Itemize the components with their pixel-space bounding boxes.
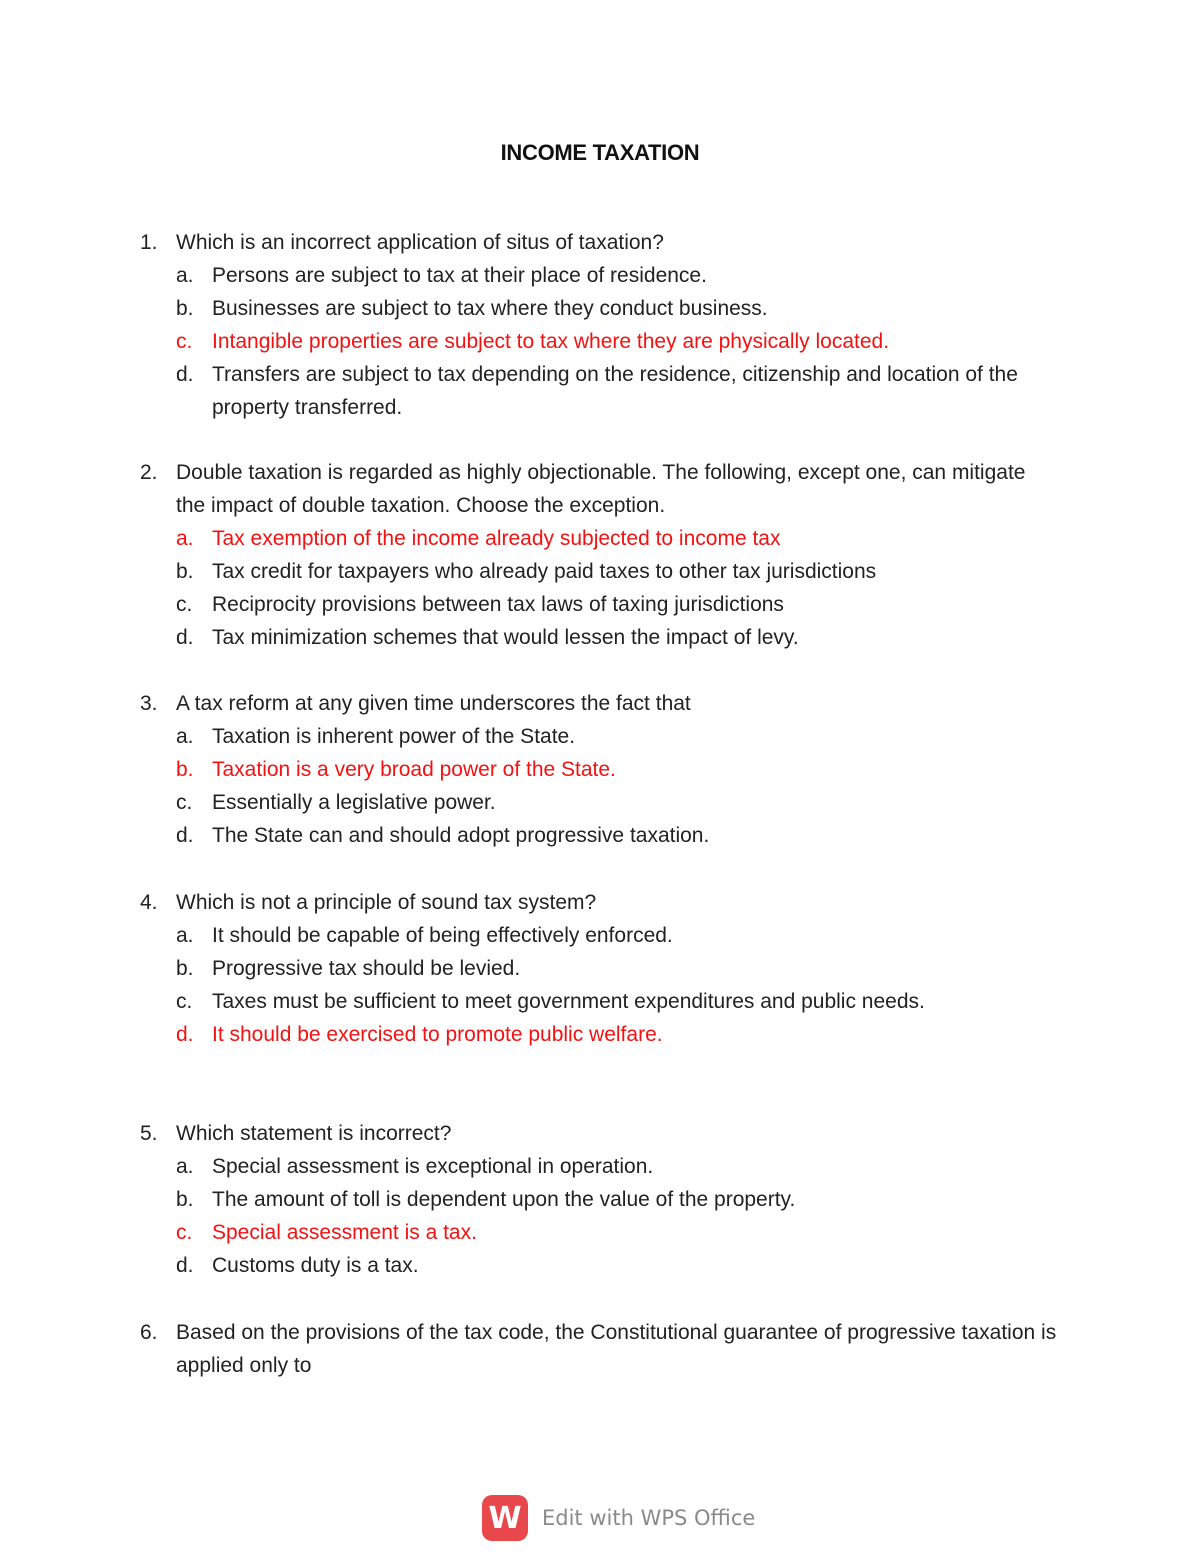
answer-option bbox=[140, 1183, 1060, 1216]
option-list bbox=[140, 1150, 1060, 1282]
wps-office-logo-icon: W bbox=[482, 1495, 528, 1541]
option-text: Persons are subject to tax at their place of residence. bbox=[212, 264, 707, 287]
option-text: Special assessment is exceptional in operation. bbox=[212, 1155, 654, 1178]
question-text bbox=[140, 456, 1060, 522]
option-text: The amount of toll is dependent upon the value of the property. bbox=[212, 1188, 796, 1211]
option-text: Tax credit for taxpayers who already paid taxes to other tax jurisdictions bbox=[212, 560, 877, 583]
answer-option bbox=[140, 720, 1060, 753]
question-1 bbox=[140, 226, 1060, 424]
question-text bbox=[140, 687, 1060, 720]
option-text: Special assessment is a tax. bbox=[212, 1221, 477, 1244]
question-4 bbox=[140, 886, 1060, 1051]
question-text bbox=[140, 1117, 1060, 1150]
option-text: Transfers are subject to tax depending on the residence, citizenship and location of the property transferred. bbox=[212, 363, 1018, 419]
answer-option bbox=[140, 588, 1060, 621]
answer-option bbox=[140, 1150, 1060, 1183]
option-letter: b. bbox=[176, 758, 194, 781]
option-letter: b. bbox=[176, 560, 194, 583]
answer-option bbox=[140, 555, 1060, 588]
option-list bbox=[140, 919, 1060, 1051]
question-number: 2. bbox=[140, 461, 158, 484]
question-6 bbox=[140, 1316, 1060, 1382]
option-letter: d. bbox=[176, 1254, 194, 1277]
answer-option-correct bbox=[140, 1018, 1060, 1051]
option-letter: a. bbox=[176, 527, 194, 550]
option-list bbox=[140, 259, 1060, 424]
option-text: Progressive tax should be levied. bbox=[212, 957, 521, 980]
option-letter: a. bbox=[176, 264, 194, 287]
option-text: Taxation is inherent power of the State. bbox=[212, 725, 576, 748]
answer-option bbox=[140, 985, 1060, 1018]
option-text: Essentially a legislative power. bbox=[212, 791, 496, 814]
option-text: Tax minimization schemes that would lessen the impact of levy. bbox=[212, 626, 799, 649]
answer-option bbox=[140, 952, 1060, 985]
option-letter: b. bbox=[176, 957, 194, 980]
question-2 bbox=[140, 456, 1060, 654]
question-stem: Which is an incorrect application of situs of taxation? bbox=[176, 231, 664, 254]
option-text: Businesses are subject to tax where they conduct business. bbox=[212, 297, 768, 320]
answer-option bbox=[140, 1249, 1060, 1282]
answer-option-correct bbox=[140, 325, 1060, 358]
option-letter: d. bbox=[176, 824, 194, 847]
option-letter: a. bbox=[176, 924, 194, 947]
question-text bbox=[140, 886, 1060, 919]
question-number: 5. bbox=[140, 1122, 158, 1145]
wps-office-label: Edit with WPS Office bbox=[542, 1506, 756, 1530]
answer-option-correct bbox=[140, 753, 1060, 786]
option-letter: c. bbox=[176, 990, 193, 1013]
answer-option-correct bbox=[140, 1216, 1060, 1249]
question-3 bbox=[140, 687, 1060, 852]
answer-option bbox=[140, 819, 1060, 852]
page-title: INCOME TAXATION bbox=[500, 140, 700, 165]
question-stem: A tax reform at any given time underscores the fact that bbox=[176, 692, 691, 715]
option-letter: b. bbox=[176, 1188, 194, 1211]
option-list bbox=[140, 720, 1060, 852]
question-number: 4. bbox=[140, 891, 158, 914]
option-letter: d. bbox=[176, 626, 194, 649]
question-5 bbox=[140, 1117, 1060, 1282]
option-letter: c. bbox=[176, 791, 193, 814]
question-stem: Which statement is incorrect? bbox=[176, 1122, 452, 1145]
question-stem: Double taxation is regarded as highly objectionable. The following, except one, can mitigate the impact of double taxation. Choose the exception. bbox=[176, 461, 1026, 517]
option-letter: b. bbox=[176, 297, 194, 320]
option-text: Taxes must be sufficient to meet government expenditures and public needs. bbox=[212, 990, 925, 1013]
option-list bbox=[140, 522, 1060, 654]
answer-option bbox=[140, 621, 1060, 654]
answer-option bbox=[140, 259, 1060, 292]
option-letter: a. bbox=[176, 725, 194, 748]
question-stem: Based on the provisions of the tax code, the Constitutional guarantee of progressive taxation is applied only to bbox=[176, 1321, 1057, 1377]
question-stem: Which is not a principle of sound tax system? bbox=[176, 891, 597, 914]
answer-option bbox=[140, 919, 1060, 952]
option-letter: d. bbox=[176, 1023, 194, 1046]
answer-option bbox=[140, 358, 1060, 424]
question-text bbox=[140, 226, 1060, 259]
question-number: 6. bbox=[140, 1321, 158, 1344]
question-number: 3. bbox=[140, 692, 158, 715]
option-text: Customs duty is a tax. bbox=[212, 1254, 419, 1277]
option-letter: c. bbox=[176, 593, 193, 616]
option-text: Reciprocity provisions between tax laws of taxing jurisdictions bbox=[212, 593, 784, 616]
answer-option bbox=[140, 786, 1060, 819]
option-letter: a. bbox=[176, 1155, 194, 1178]
option-text: The State can and should adopt progressive taxation. bbox=[212, 824, 710, 847]
question-number: 1. bbox=[140, 231, 158, 254]
option-letter: d. bbox=[176, 363, 194, 386]
option-text: Intangible properties are subject to tax where they are physically located. bbox=[212, 330, 890, 353]
option-text: Taxation is a very broad power of the State. bbox=[212, 758, 616, 781]
answer-option bbox=[140, 292, 1060, 325]
option-text: Tax exemption of the income already subjected to income tax bbox=[212, 527, 781, 550]
option-text: It should be capable of being effectively enforced. bbox=[212, 924, 673, 947]
wps-office-badge[interactable] bbox=[482, 1494, 755, 1542]
answer-option-correct bbox=[140, 522, 1060, 555]
option-text: It should be exercised to promote public welfare. bbox=[212, 1023, 663, 1046]
question-text bbox=[140, 1316, 1060, 1382]
option-letter: c. bbox=[176, 1221, 193, 1244]
option-letter: c. bbox=[176, 330, 193, 353]
